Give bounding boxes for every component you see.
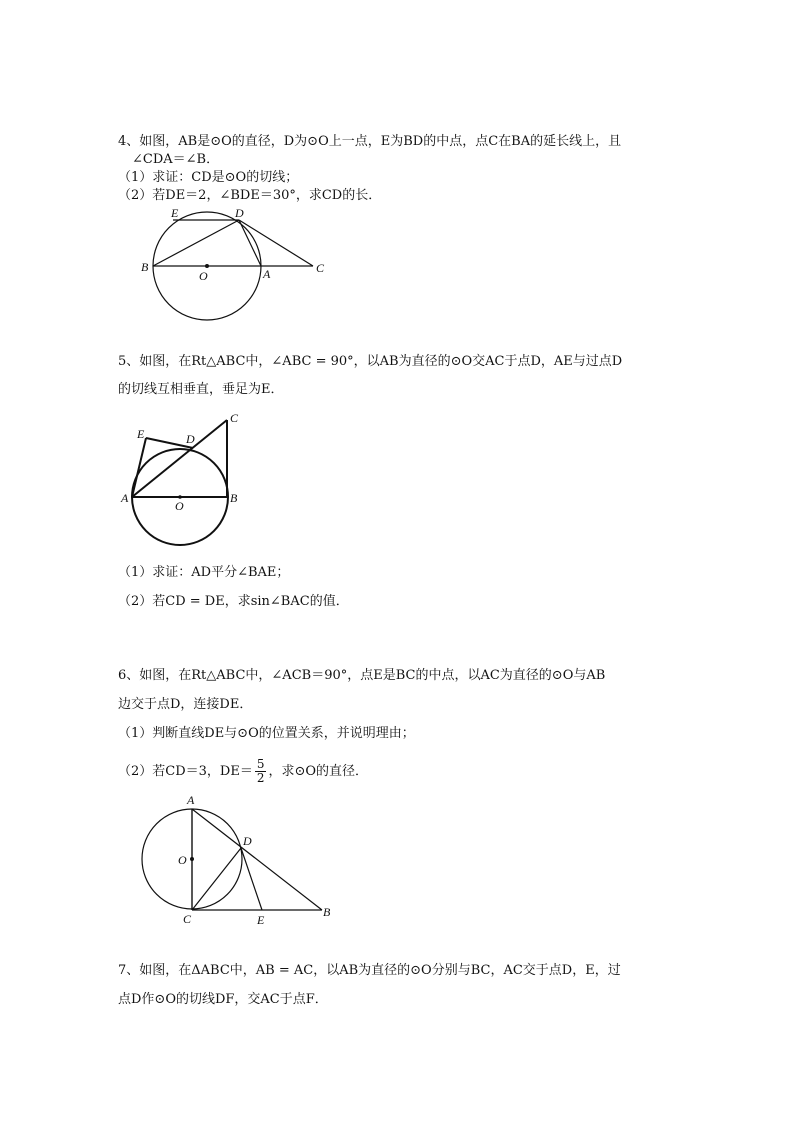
p6-label-E: E	[257, 913, 265, 927]
p6-label-O: O	[178, 853, 187, 867]
p6-label-D: D	[243, 834, 252, 848]
p4-label-D: D	[235, 206, 244, 220]
fraction-numerator: 5	[256, 757, 265, 771]
p5-label-C: C	[230, 411, 239, 425]
p7-line-1: 7、如图，在ΔABC中，AB = AC，以AB为直径的⊙O分别与BC，AC交于点D，E，过	[118, 963, 621, 978]
p6-line-4	[118, 758, 368, 785]
p7-line-2: 点D作⊙O的切线DF，交AC于点F．	[118, 992, 328, 1007]
p4-line-1: 4、如图，AB是⊙O的直径，D为⊙O上一点，E为BD的中点，点C在BA的延长线上，且	[118, 134, 622, 149]
p5-line-1: 5、如图，在Rt△ABC中，∠ABC = 90°，以AB为直径的⊙O交AC于点D，AE与过点D	[118, 354, 623, 369]
p5-line-2: 的切线互相垂直，垂足为E．	[118, 382, 284, 397]
p6-line-2: 边交于点D，连接DE．	[118, 697, 253, 712]
p6-label-B: B	[323, 905, 331, 919]
p5-figure	[115, 408, 255, 554]
p6-figure	[130, 790, 345, 930]
p4-label-C: C	[316, 261, 325, 275]
fraction	[255, 758, 267, 785]
p4-line-4: （2）若DE＝2，∠BDE＝30°，求CD的长．	[118, 188, 382, 203]
p5-label-O: O	[175, 499, 184, 513]
p6-line-4-start: （2）若CD＝3，DE＝	[118, 763, 253, 779]
p5-line-4: （2）若CD = DE，求sin∠BAC的值．	[118, 594, 349, 609]
p6-line-3: （1）判断直线DE与⊙O的位置关系，并说明理由；	[118, 726, 415, 741]
p4-label-O: O	[199, 269, 208, 283]
fraction-denominator: 2	[256, 771, 265, 785]
p6-line-4-end: ，求⊙O的直径．	[268, 763, 369, 779]
p4-figure	[135, 202, 345, 326]
p6-label-A: A	[187, 793, 195, 807]
p4-label-B: B	[141, 260, 149, 274]
p4-line-3: （1）求证：CD是⊙O的切线；	[118, 170, 299, 185]
p5-label-D: D	[186, 432, 195, 446]
p5-line-3: （1）求证：AD平分∠BAE；	[118, 565, 290, 580]
p5-label-B: B	[230, 491, 238, 505]
p6-label-C: C	[183, 912, 192, 926]
p4-line-2: ∠CDA＝∠B．	[132, 152, 220, 167]
p4-label-E: E	[171, 206, 179, 220]
p4-label-A: A	[263, 267, 271, 281]
p6-line-1: 6、如图，在Rt△ABC中，∠ACB＝90°，点E是BC的中点，以AC为直径的⊙O与AB	[118, 668, 606, 683]
p5-label-A: A	[121, 491, 129, 505]
p5-label-E: E	[137, 427, 145, 441]
